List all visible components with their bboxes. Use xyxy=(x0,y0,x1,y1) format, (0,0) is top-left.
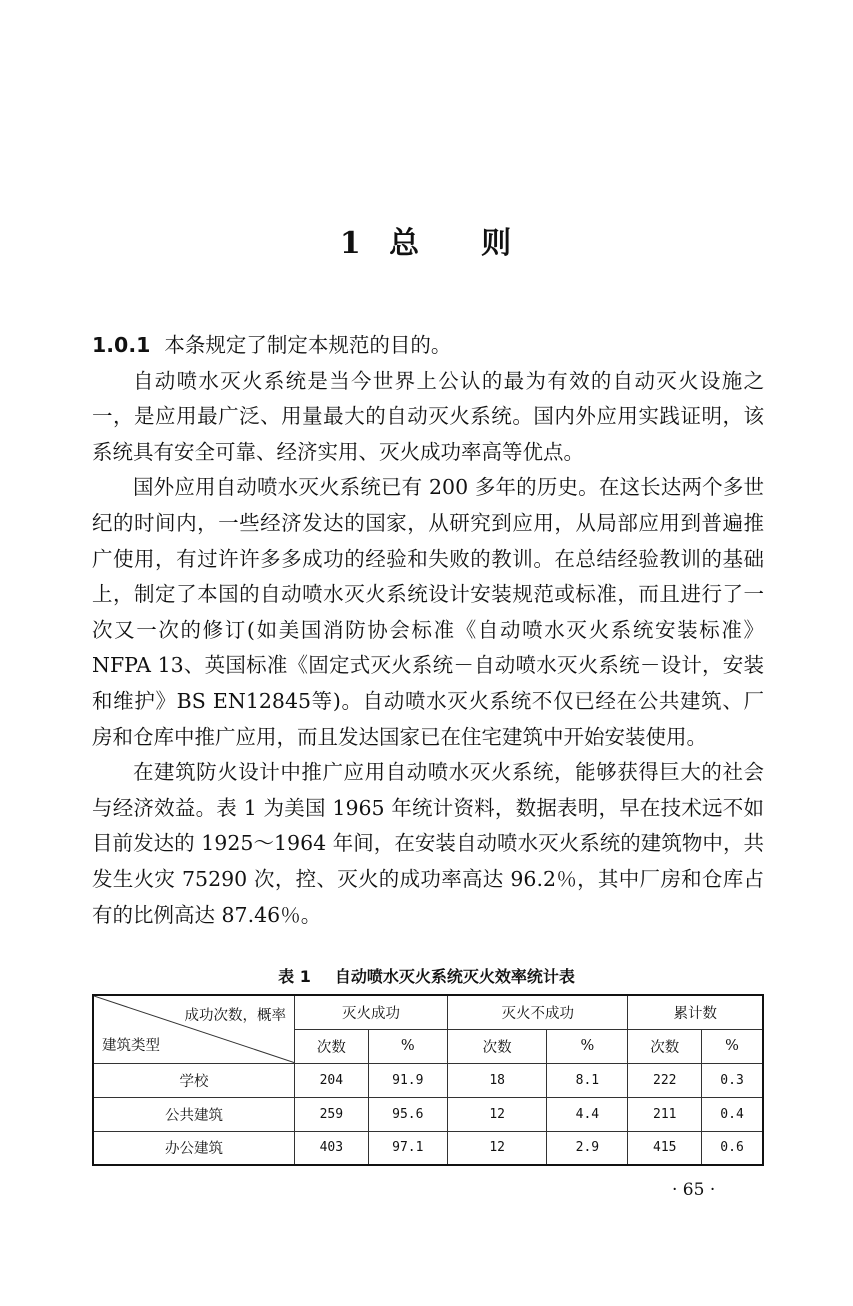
chapter-number: 1 xyxy=(339,226,363,261)
clause-number: 1.0.1 xyxy=(92,333,151,357)
table-cell: 91.9 xyxy=(368,1063,447,1097)
table-caption-number: 表 1 xyxy=(278,967,311,986)
table-row xyxy=(93,1063,763,1097)
chapter-title-char-2: 则 xyxy=(481,226,514,261)
table-cell: 403 xyxy=(295,1131,369,1165)
clause-heading xyxy=(92,328,764,364)
chapter-title-char-1: 总 xyxy=(389,226,422,261)
page-number: · 65 · xyxy=(672,1180,716,1200)
table-cell: 0.6 xyxy=(702,1131,763,1165)
sub-header: % xyxy=(368,1029,447,1063)
row-type: 公共建筑 xyxy=(93,1097,295,1131)
table-corner-cell xyxy=(93,995,295,1063)
table-cell: 12 xyxy=(447,1131,546,1165)
paragraph-2: 国外应用自动喷水灭火系统已有 200 多年的历史。在这长达两个多世纪的时间内，一些经济发达的国家，从研究到应用，从局部应用到普遍推广使用，有过许许多多成功的经验和失败的教训。在总结经验教训的基础上，制定了本国的自动喷水灭火系统设计安装规范或标准，而且进行了一次又一次的修订(如美国消防协会标准《自动喷水灭火系统安装标准》NFPA 13、英国标准《固定式灭火系统－自动喷水灭火系统－设计，安装和维护》BS EN12845等)。自动喷水灭火系统不仅已经在公共建筑、厂房和仓库中推广应用，而且发达国家已在住宅建筑中开始安装使用。 xyxy=(92,475,764,749)
table-cell: 211 xyxy=(628,1097,702,1131)
efficiency-table xyxy=(92,994,764,1166)
corner-top-label: 成功次数，概率 xyxy=(184,1008,286,1024)
table-cell: 0.3 xyxy=(702,1063,763,1097)
table-cell: 0.4 xyxy=(702,1097,763,1131)
group-header-failure: 灭火不成功 xyxy=(447,995,627,1029)
table-cell: 204 xyxy=(295,1063,369,1097)
table-cell: 97.1 xyxy=(368,1131,447,1165)
table-cell: 12 xyxy=(447,1097,546,1131)
sub-header: % xyxy=(547,1029,628,1063)
table-cell: 222 xyxy=(628,1063,702,1097)
table-row xyxy=(93,1131,763,1165)
body-text xyxy=(92,328,764,933)
sub-header: 次数 xyxy=(447,1029,546,1063)
sub-header: % xyxy=(702,1029,763,1063)
table-cell: 2.9 xyxy=(547,1131,628,1165)
paragraph-3: 在建筑防火设计中推广应用自动喷水灭火系统，能够获得巨大的社会与经济效益。表 1 为美国 1965 年统计资料，数据表明，早在技术远不如目前发达的 1925～1964 年间，在安装自动喷水灭火系统的建筑物中，共发生火灾 75290 次，控、灭火的成功率高达 96.2％，其中厂房和仓库占有的比例高达 87.46％。 xyxy=(92,760,764,927)
table-caption xyxy=(0,964,853,987)
row-type: 学校 xyxy=(93,1063,295,1097)
sub-header: 次数 xyxy=(295,1029,369,1063)
table-cell: 4.4 xyxy=(547,1097,628,1131)
corner-bottom-label: 建筑类型 xyxy=(102,1037,160,1054)
table-cell: 8.1 xyxy=(547,1063,628,1097)
group-header-total: 累计数 xyxy=(628,995,763,1029)
table-cell: 95.6 xyxy=(368,1097,447,1131)
group-header-success: 灭火成功 xyxy=(295,995,448,1029)
paragraph-1: 自动喷水灭火系统是当今世界上公认的最为有效的自动灭火设施之一，是应用最广泛、用量最大的自动灭火系统。国内外应用实践证明，该系统具有安全可靠、经济实用、灭火成功率高等优点。 xyxy=(92,368,764,464)
table-cell: 18 xyxy=(447,1063,546,1097)
table-cell: 415 xyxy=(628,1131,702,1165)
row-type: 办公建筑 xyxy=(93,1131,295,1165)
table-cell: 259 xyxy=(295,1097,369,1131)
clause-heading-text: 本条规定了制定本规范的目的。 xyxy=(164,333,452,357)
chapter-title xyxy=(0,218,853,262)
table-caption-title: 自动喷水灭火系统灭火效率统计表 xyxy=(334,967,575,986)
table-row xyxy=(93,1097,763,1131)
sub-header: 次数 xyxy=(628,1029,702,1063)
